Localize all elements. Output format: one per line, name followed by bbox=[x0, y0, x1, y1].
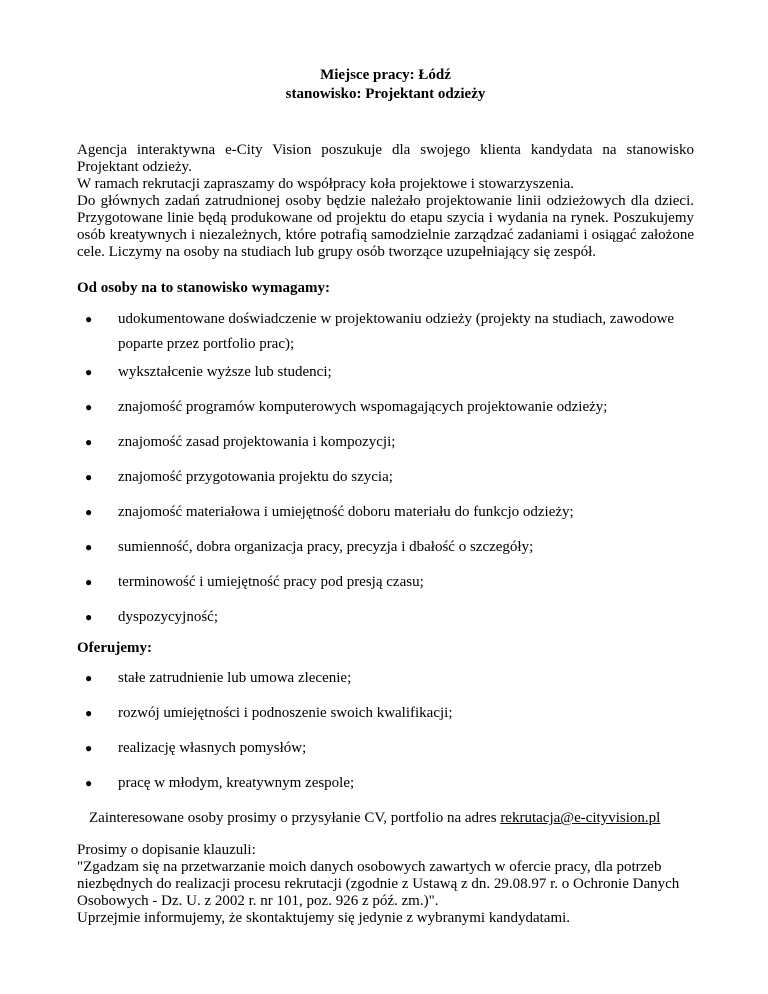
list-item bbox=[77, 465, 694, 490]
list-item bbox=[77, 430, 694, 455]
clause-text: "Zgadzam się na przetwarzanie moich danych osobowych zawartych w ofercie pracy, dla potrzeb niezbędnych do realizacji procesu rekrutacji (zgodnie z Ustawą z dn. 29.08.97 r. o Ochronie Danych Osobowych - Dz. U. z 2002 r. nr 101, poz. 926 z póź. zm.)". bbox=[77, 859, 680, 909]
bullet-icon: ● bbox=[85, 706, 93, 720]
list-item-text: dyspozycyjność; bbox=[118, 609, 218, 625]
list-item-text: wykształcenie wyższe lub studenci; bbox=[118, 364, 332, 380]
bullet-icon: ● bbox=[85, 435, 93, 449]
list-item-text: terminowość i umiejętność pracy pod presją czasu; bbox=[118, 574, 424, 590]
bullet-icon: ● bbox=[85, 575, 93, 589]
clause-note: Uprzejmie informujemy, że skontaktujemy się jedynie z wybranymi kandydatami. bbox=[77, 910, 571, 926]
list-item bbox=[77, 570, 694, 595]
requirements-heading: Od osoby na to stanowisko wymagamy: bbox=[77, 280, 330, 296]
bullet-icon: ● bbox=[85, 312, 93, 326]
list-item bbox=[77, 307, 694, 357]
document-page bbox=[77, 66, 694, 927]
list-item-text: udokumentowane doświadczenie w projektowaniu odzieży (projekty na studiach, zawodowe bbox=[118, 311, 675, 327]
intro-paragraph: Agencja interaktywna e-City Vision poszukuje dla swojego klienta kandydata na stanowisko Projektant odzieży. bbox=[77, 142, 694, 175]
offer-heading: Oferujemy: bbox=[77, 640, 152, 656]
intro-paragraph: W ramach rekrutacji zapraszamy do współpracy koła projektowe i stowarzyszenia. bbox=[77, 176, 575, 192]
bullet-icon: ● bbox=[85, 776, 93, 790]
intro-section bbox=[77, 142, 694, 261]
bullet-icon: ● bbox=[85, 365, 93, 379]
list-item bbox=[77, 666, 694, 691]
email-link[interactable]: rekrutacja@e-cityvision.pl bbox=[500, 810, 661, 826]
list-item-text: sumienność, dobra organizacja pracy, precyzja i dbałość o szczegóły; bbox=[118, 539, 534, 555]
bullet-icon: ● bbox=[85, 741, 93, 755]
list-item-text: realizację własnych pomysłów; bbox=[118, 740, 307, 756]
list-item-text: znajomość zasad projektowania i kompozycji; bbox=[118, 434, 396, 450]
list-item bbox=[77, 500, 694, 525]
list-item bbox=[77, 360, 694, 385]
list-item bbox=[77, 771, 694, 796]
list-item bbox=[77, 736, 694, 761]
list-item bbox=[77, 701, 694, 726]
list-item-text: poparte przez portfolio prac); bbox=[118, 336, 295, 352]
list-item-text: znajomość materiałowa i umiejętność doboru materiału do funkcjo odzieży; bbox=[118, 504, 574, 520]
list-item-text: rozwój umiejętności i podnoszenie swoich kwalifikacji; bbox=[118, 705, 453, 721]
clause-section bbox=[77, 842, 694, 927]
bullet-icon: ● bbox=[85, 505, 93, 519]
list-item bbox=[77, 605, 694, 630]
bullet-icon: ● bbox=[85, 470, 93, 484]
list-item-text: pracę w młodym, kreatywnym zespole; bbox=[118, 775, 355, 791]
offer-list bbox=[77, 666, 694, 796]
list-item bbox=[77, 535, 694, 560]
contact-text: Zainteresowane osoby prosimy o przysyłanie CV, portfolio na adres bbox=[89, 810, 501, 826]
requirements-list bbox=[77, 307, 694, 630]
clause-intro: Prosimy o dopisanie klauzuli: bbox=[77, 842, 256, 858]
bullet-icon: ● bbox=[85, 540, 93, 554]
list-item-text: znajomość programów komputerowych wspomagających projektowanie odzieży; bbox=[118, 399, 608, 415]
list-item-text: znajomość przygotowania projektu do szycia; bbox=[118, 469, 393, 485]
job-position: stanowisko: Projektant odzieży bbox=[285, 86, 486, 102]
intro-paragraph: Do głównych zadań zatrudnionej osoby będzie należało projektowanie linii odzieżowych dla dzieci. Przygotowane linie będą produkowane od projektu do etapu szycia i wydania na rynek. Poszukujemy osób kreatywnych i niezależnych, które potrafią samodzielnie zarządzać zadaniami i osiągać założone cele. Liczymy na osoby na studiach lub grupy osób tworzące uzupełniający się zespół. bbox=[77, 193, 694, 260]
list-item bbox=[77, 395, 694, 420]
bullet-icon: ● bbox=[85, 400, 93, 414]
bullet-icon: ● bbox=[85, 671, 93, 685]
job-location: Miejsce pracy: Łódź bbox=[320, 67, 451, 83]
contact-line bbox=[77, 810, 694, 827]
list-item-text: stałe zatrudnienie lub umowa zlecenie; bbox=[118, 670, 352, 686]
bullet-icon: ● bbox=[85, 610, 93, 624]
